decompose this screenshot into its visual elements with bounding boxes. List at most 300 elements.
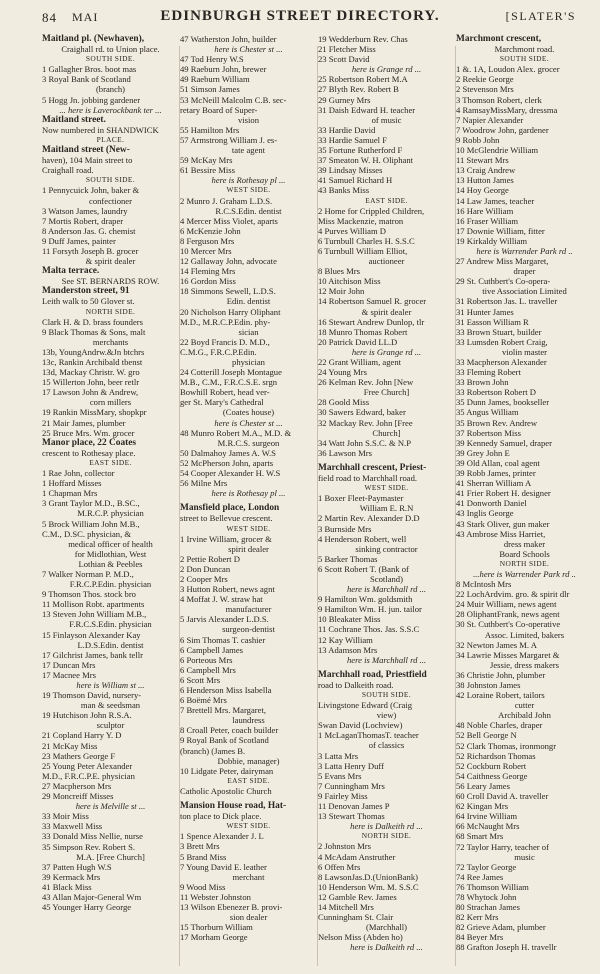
continuation-line: & spirit dealer: [361, 306, 412, 317]
directory-entry: 2 Johnston Mrs: [318, 841, 372, 852]
directory-entry: Craighall road.: [42, 165, 94, 176]
directory-entry: 11 Mollison Robt. apartments: [42, 599, 145, 610]
directory-entry: 12 Moir John: [318, 286, 365, 297]
continuation-line: violin master: [501, 346, 548, 357]
directory-entry: 7 Woodrow John, gardener: [456, 124, 549, 135]
directory-entry: 7 Young David E. leather: [180, 861, 267, 872]
directory-entry: 19 Hutchison John R.S.A.: [42, 710, 132, 721]
side-heading: WEST SIDE.: [226, 185, 271, 195]
directory-entry: 35 Fortune Rutherford F: [318, 145, 403, 156]
directory-entry: 43 Banks Miss: [318, 185, 370, 196]
directory-entry: 36 Lawson Mrs: [318, 447, 372, 458]
directory-entry: 30 St. Cuthbert's Co-operative: [456, 619, 561, 630]
directory-entry: 19 Thomson David, nursery-: [42, 690, 142, 701]
side-heading: NORTH SIDE.: [361, 831, 412, 841]
continuation-line: merchant: [232, 871, 265, 882]
directory-entry: 13b, YoungAndrw.&Jn btchrs: [42, 346, 145, 357]
cross-reference: here is William st ...: [76, 680, 145, 690]
cross-reference: here is Chester st ...: [214, 44, 283, 55]
continuation-line: sinking contractor: [355, 543, 418, 554]
directory-entry: 34 Lawrie Misses Margaret &: [456, 649, 560, 660]
directory-entry: Clark H. & D. brass founders: [42, 316, 143, 327]
publisher-mark: [SLATER'S: [505, 9, 576, 23]
directory-entry: 13 Steven John William M.B.,: [42, 609, 147, 620]
directory-entry: 1 McLaganThomasT. teacher: [318, 730, 419, 741]
directory-entry: M.D., F.R.C.P.E. physician: [42, 770, 135, 781]
directory-entry: 5 Brock William John M.B.,: [42, 518, 140, 529]
directory-entry: 52 McPherson John, aparts: [180, 457, 274, 468]
directory-entry: 78 Whytock John: [456, 891, 517, 902]
directory-entry: 16 Stewart Andrew Dunlop, tlr: [318, 316, 425, 327]
directory-entry: 11 Webster Johnston: [180, 891, 251, 902]
directory-entry: 17 Gilchrist James, bank tellr: [42, 649, 143, 660]
directory-entry: 29 Moncreiff Misses: [42, 791, 114, 802]
directory-entry: 6 Boëmé Mrs: [180, 695, 227, 706]
cross-reference: here is Rothesay pl ...: [211, 488, 286, 499]
directory-entry: M.D., M.R.C.P.Edin. phy-: [180, 316, 271, 327]
directory-entry: 47 Tod Henry W.S: [180, 54, 244, 65]
directory-entry: 39 Kermack Mrs: [42, 871, 101, 882]
directory-entry: 31 Robertson Jas. L. traveller: [456, 296, 558, 307]
continuation-line: M.R.C.P. physician: [77, 508, 144, 519]
continuation-line: corn millers: [89, 397, 132, 408]
directory-entry: 82 Kerr Mrs: [456, 912, 499, 923]
cross-reference: here is Marchhall rd ...: [346, 584, 426, 595]
directory-entry: 29 St. Cuthbert's Co-opera-: [456, 276, 551, 287]
continuation-line: William E. R.N: [359, 503, 414, 514]
directory-entry: 4 Mercer Miss Violet, aparts: [180, 215, 278, 226]
directory-entry: 43 Stark Oliver, gun maker: [456, 518, 550, 529]
continuation-line: auctioneer: [368, 256, 405, 267]
side-heading: WEST SIDE.: [226, 821, 271, 831]
continuation-line: & spirit dealer: [85, 256, 136, 267]
continuation-line: M.A. [Free Church]: [76, 851, 145, 862]
column-3: [318, 34, 455, 969]
directory-entry: 3 Thomson Robert, clerk: [456, 94, 542, 105]
directory-entry: 3 Latta Mrs: [318, 750, 359, 761]
directory-entry: 2 Home for Crippled Children,: [318, 205, 425, 216]
directory-entry: 4 McAdam Anstruther: [318, 851, 396, 862]
directory-entry: 2 Stevenson Mrs: [456, 84, 514, 95]
directory-entry: 37 Patten Hugh W.S: [42, 861, 112, 872]
cross-reference: ... here is Laverockbank ter ...: [59, 104, 162, 115]
directory-entry: Catholic Apostolic Church: [180, 785, 272, 796]
directory-entry: 54 Caithness George: [456, 770, 528, 781]
directory-entry: 14 Hoy George: [456, 185, 509, 196]
continuation-line: Assoc. Limited, bakers: [484, 629, 565, 640]
directory-entry: 72 Taylor George: [456, 861, 517, 872]
continuation-line: manufacturer: [225, 604, 272, 615]
directory-entry: 82 Grieve Adam, plumber: [456, 922, 546, 933]
directory-columns: [42, 34, 597, 969]
directory-entry: 19 Kirkaldy William: [456, 235, 528, 246]
directory-entry: 43 Inglis George: [456, 508, 514, 519]
directory-entry: 76 Thomson William: [456, 881, 529, 892]
directory-entry: 2 Cooper Mrs: [180, 573, 228, 584]
directory-entry: 8 Ferguson Mrs: [180, 235, 235, 246]
cross-reference: here is Grange rd ...: [351, 64, 422, 75]
directory-entry: 1 Rae John, collector: [42, 468, 115, 479]
continuation-line: Lothian & Peebles: [78, 558, 143, 569]
directory-entry: 19 Wedderburn Rev. Chas: [318, 34, 408, 44]
directory-entry: 64 Irvine William: [456, 811, 518, 822]
directory-entry: 17 Macnee Mrs: [42, 669, 96, 680]
cross-reference: here is Rothesay pl ...: [211, 175, 286, 186]
continuation-line: for Midlothian, West: [74, 548, 147, 559]
street-heading: Manderston street, 91: [42, 286, 130, 297]
street-heading: Maitland street (New-: [42, 145, 130, 156]
continuation-line: Scotland): [370, 573, 403, 584]
directory-entry: 2 Reekie George: [456, 74, 514, 85]
directory-entry: 1 Chapman Mrs: [42, 488, 98, 499]
directory-entry: 13 Stewart Thomas: [318, 811, 385, 822]
continuation-line: (branch): [95, 84, 126, 95]
directory-entry: 41 Sherran William A: [456, 478, 532, 489]
continuation-line: (Marchhall): [365, 922, 408, 933]
directory-entry: 8 Croall Peter, coach builder: [180, 725, 279, 736]
directory-entry: 39 Grey John E: [456, 447, 510, 458]
directory-entry: 9 Royal Bank of Scotland: [180, 735, 269, 746]
directory-entry: 33 Maxwell Miss: [42, 821, 103, 832]
directory-entry: 9 Duff James, painter: [42, 235, 116, 246]
cross-reference: here is Grange rd ...: [351, 346, 422, 357]
directory-entry: 22 LochArdvim. gro. & spirit dlr: [456, 589, 570, 600]
directory-entry: 52 Bell George N: [456, 730, 517, 741]
directory-entry: 7 Walker Norman P. M.D.,: [42, 568, 134, 579]
directory-entry: 52 Clark Thomas, ironmongr: [456, 740, 557, 751]
directory-entry: 72 Taylor Harry, teacher of: [456, 841, 549, 852]
directory-entry: 38 Johnston James: [456, 680, 521, 690]
directory-entry: 33 Fleming Robert: [456, 367, 521, 378]
directory-entry: 36 Christie John, plumber: [456, 669, 546, 680]
directory-entry: 51 Simson James: [180, 84, 240, 95]
directory-entry: street to Bellevue crescent.: [180, 513, 273, 524]
directory-entry: 11 Stewart Mrs: [456, 155, 509, 166]
directory-entry: 3 Watson James, laundry: [42, 205, 128, 216]
continuation-line: sculptor: [96, 720, 125, 731]
directory-entry: Leith walk to 50 Glover st.: [42, 296, 135, 307]
directory-entry: 10 Lidgate Peter, dairyman: [180, 765, 274, 776]
directory-entry: 27 Andrew Miss Margaret,: [456, 256, 549, 267]
directory-entry: 5 Evans Mrs: [318, 770, 362, 781]
directory-entry: 4 RamsayMissMary, dressma: [456, 104, 558, 115]
street-heading: Marchmont crescent,: [456, 34, 542, 44]
continuation-line: See ST. BERNARDS ROW.: [61, 276, 160, 287]
directory-entry: 34 Watt John S.S.C. & N.P: [318, 437, 411, 448]
directory-entry: 48 Munro Robert M.A., M.D. &: [180, 427, 292, 438]
directory-entry: 33 Robertson Robert D: [456, 387, 536, 398]
directory-entry: 37 Robertson Miss: [456, 427, 521, 438]
directory-entry: 6 Turnbull William Elliot,: [318, 245, 408, 256]
directory-entry: 2 Don Duncan: [180, 563, 231, 574]
directory-entry: Livingstone Edward (Craig: [318, 700, 413, 711]
side-heading: WEST SIDE.: [364, 483, 409, 493]
directory-entry: 41 Frier Robert H. designer: [456, 488, 551, 499]
directory-entry: 11 Forsyth Joseph B. grocer: [42, 245, 139, 256]
directory-entry: 49 Raeburn William: [180, 74, 250, 85]
page-header: [0, 0, 600, 36]
continuation-line: Marchmont road.: [494, 44, 555, 55]
street-heading: Malta terrace.: [42, 266, 100, 277]
cross-reference: here is Chester st ...: [214, 417, 283, 428]
continuation-line: dress maker: [503, 538, 546, 549]
directory-entry: C.M., D.SC. physician, &: [42, 528, 132, 539]
directory-entry: 52 Cockburn Robert: [456, 760, 527, 771]
directory-entry: 3 Grant Taylor M.D., B.SC.,: [42, 498, 140, 509]
directory-entry: 1 Hoffard Misses: [42, 478, 102, 489]
directory-entry: 84 Beyer Mrs: [456, 932, 504, 943]
directory-entry: 16 Hare William: [456, 205, 514, 216]
directory-entry: 17 Lawson John & Andrew,: [42, 387, 139, 398]
continuation-line: of classics: [368, 740, 405, 751]
directory-entry: 24 Muir William, news agent: [456, 599, 557, 610]
directory-entry: 4 Purves William D: [318, 225, 387, 236]
directory-entry: 8 LawsonJas.D.(UnionBank): [318, 871, 419, 882]
directory-entry: 18 Simmons Sewell, L.D.S.: [180, 286, 276, 297]
directory-entry: 12 Gamble Rev. James: [318, 891, 397, 902]
continuation-line: Edin. dentist: [226, 296, 271, 307]
directory-entry: 9 Fairley Miss: [318, 790, 368, 801]
directory-entry: 7 Napier Alexander: [456, 114, 524, 125]
directory-entry: 33 Hardie Samuel F: [318, 134, 387, 145]
continuation-line: merchants: [92, 336, 129, 347]
directory-entry: 74 Ree James: [456, 871, 504, 882]
street-heading: Maitland street.: [42, 114, 106, 125]
directory-entry: 25 Robertson Robert M.A: [318, 74, 408, 85]
directory-entry: 7 Brettell Mrs. Margaret,: [180, 705, 266, 716]
directory-entry: 1 Gallagher Bros. boot mas: [42, 64, 137, 75]
directory-entry: 9 Thomson Thos. stock bro: [42, 589, 136, 600]
directory-entry: 2 Munro J. Graham L.D.S.: [180, 195, 273, 206]
continuation-line: tive Association Limited: [482, 286, 567, 297]
column-1: [42, 34, 179, 969]
directory-entry: 25 Young Peter Alexander: [42, 760, 133, 771]
directory-entry: 50 Dalmahoy James A. W.S: [180, 447, 276, 458]
directory-entry: 6 Sim Thomas T. cashier: [180, 634, 266, 645]
directory-entry: 3 Brett Mrs: [180, 841, 220, 852]
directory-entry: 33 Lumsden Robert Craig,: [456, 336, 548, 347]
directory-entry: 17 Downie William, fitter: [456, 225, 545, 236]
directory-entry: 9 Hamilton Wm. goldsmith: [318, 594, 413, 605]
directory-entry: field road to Marchhall road.: [318, 473, 418, 484]
continuation-line: confectioner: [89, 195, 132, 206]
directory-entry: Miss Mackenzie, matron: [318, 215, 404, 226]
directory-entry: 13 Wilson Ebenezer B. provi-: [180, 901, 283, 912]
directory-entry: 54 Cooper Alexander H. W.S: [180, 468, 281, 479]
street-heading: Maitland pl. (Newhaven),: [42, 34, 145, 44]
directory-entry: (branch) (James B.: [180, 745, 246, 756]
directory-entry: Swan David (Lochview): [318, 720, 403, 731]
continuation-line: R.C.S.Edin. dentist: [215, 205, 282, 216]
continuation-line: Board Schools: [499, 548, 550, 559]
directory-entry: 21 Copland Harry Y. D: [42, 730, 122, 741]
directory-entry: 1 Pennycuick John, baker &: [42, 185, 140, 196]
directory-entry: 12 Kay William: [318, 634, 373, 645]
directory-entry: 5 Barker Thomas: [318, 553, 378, 564]
directory-entry: 18 Munro Thomas Robert: [318, 326, 408, 337]
directory-entry: Now numbered in SHANDWICK: [42, 124, 159, 135]
directory-entry: 32 Mackay Rev. John [Free: [318, 417, 413, 428]
directory-entry: 15 Finlayson Alexander Kay: [42, 629, 141, 640]
directory-entry: 7 Mortis Robert, draper: [42, 215, 124, 226]
directory-entry: 62 Kingan Mrs: [456, 801, 509, 812]
directory-entry: 1 &. 1A, Loudon Alex. grocer: [456, 64, 560, 75]
directory-entry: 10 Henderson Wm. M. S.S.C: [318, 881, 419, 892]
directory-entry: 23 Mathers George F: [42, 750, 116, 761]
cross-reference: here is Dalkeith rd ...: [350, 821, 423, 832]
directory-entry: 60 Croll David A. traveller: [456, 791, 549, 802]
side-heading: PLACE.: [96, 134, 125, 144]
directory-entry: 6 Campbell James: [180, 644, 244, 655]
directory-entry: Cunningham St. Clair: [318, 912, 394, 923]
directory-entry: 28 Goold Miss: [318, 397, 370, 408]
directory-entry: 49 Raeburn John, brewer: [180, 64, 267, 75]
directory-entry: 35 Dunn James, bookseller: [456, 397, 550, 408]
directory-entry: 66 McNaught Mrs: [456, 821, 520, 832]
directory-entry: 35 Brown Rev. Andrew: [456, 417, 538, 428]
directory-entry: 31 Daish Edward H. teacher: [318, 104, 416, 115]
directory-entry: 47 Watherston John, builder: [180, 34, 277, 44]
directory-entry: 15 Thorburn William: [180, 922, 253, 933]
directory-entry: 43 Allan Major-General Wm: [42, 891, 142, 902]
continuation-line: physician: [232, 357, 265, 367]
directory-entry: 55 Hamilton Mrs: [180, 124, 240, 135]
directory-entry: 56 Leary James: [456, 780, 510, 791]
side-heading: SOUTH SIDE.: [361, 690, 412, 699]
continuation-line: vision: [237, 114, 259, 125]
directory-entry: 8 Blues Mrs: [318, 266, 361, 277]
directory-entry: 21 Mair James, plumber: [42, 417, 126, 428]
directory-entry: 22 Boyd Francis D. M.D.,: [180, 336, 270, 347]
directory-entry: 24 Cotterill Joseph Montague: [180, 367, 282, 378]
continuation-line: draper: [513, 266, 536, 277]
directory-entry: 61 Bessire Miss: [180, 165, 235, 176]
cross-reference: here is Dalkeith rd ...: [350, 942, 423, 953]
directory-entry: 13 Craig Andrew: [456, 165, 516, 176]
directory-entry: 14 Law James, teacher: [456, 195, 535, 206]
directory-entry: 16 Gordon Miss: [180, 276, 236, 287]
directory-entry: 6 Scott Mrs: [180, 674, 221, 685]
directory-entry: 9 Black Thomas & Sons, malt: [42, 326, 146, 337]
directory-entry: 27 Macpherson Mrs: [42, 780, 112, 791]
directory-entry: 8 Anderson Jas. G. chemist: [42, 225, 136, 236]
directory-entry: 39 Old Allan, coal agent: [456, 457, 540, 468]
directory-entry: 41 Donworth Daniel: [456, 498, 527, 509]
directory-entry: 5 Jarvis Alexander L.D.S.: [180, 614, 269, 625]
continuation-line: medical officer of health: [68, 538, 153, 549]
directory-entry: 2 Pettie Robert D: [180, 553, 240, 564]
continuation-line: sician: [238, 326, 259, 337]
directory-entry: 24 Young Mrs: [318, 367, 367, 378]
directory-entry: 21 McKay Miss: [42, 740, 98, 751]
directory-entry: 33 Brown John: [456, 377, 509, 388]
side-heading: EAST SIDE.: [89, 457, 132, 467]
directory-entry: Nelson Miss (Abden ho): [318, 932, 403, 943]
continuation-line: laundress: [232, 715, 265, 726]
directory-entry: 6 Porteous Mrs: [180, 654, 233, 665]
cross-reference: here is Melville st ...: [75, 801, 146, 812]
directory-entry: 10 Mercer Mrs: [180, 245, 232, 256]
directory-entry: 5 Brand Miss: [180, 851, 227, 862]
column-2: [180, 34, 317, 969]
continuation-line: music: [514, 851, 535, 862]
continuation-line: Church]: [372, 427, 401, 438]
continuation-line: view): [376, 710, 397, 721]
directory-entry: 30 Sawers Edward, baker: [318, 407, 406, 418]
directory-entry: 33 Brown Stuart, builder: [456, 326, 542, 337]
street-heading: Marchhall road, Priestfield: [318, 669, 427, 680]
directory-entry: road to Dalkeith road.: [318, 679, 394, 690]
directory-entry: ton place to Dick place.: [180, 811, 262, 822]
directory-entry: 20 Nicholson Harry Oliphant: [180, 306, 281, 317]
directory-entry: 29 Gurney Mrs: [318, 94, 371, 105]
column-4: [456, 34, 593, 969]
directory-entry: 3 Hutton Robert, news agnt: [180, 584, 275, 595]
street-heading: Mansion House road, Hat-: [180, 801, 287, 812]
directory-entry: 39 Robb James, printer: [456, 468, 536, 479]
directory-entry: 26 Kelman Rev. John [New: [318, 377, 414, 388]
directory-entry: 57 Armstrong William J. es-: [180, 134, 278, 145]
directory-entry: 48 Noble Charles, draper: [456, 720, 543, 731]
directory-entry: 3 Royal Bank of Scotland: [42, 74, 131, 85]
directory-entry: 13 Hutton James: [456, 175, 514, 186]
side-heading: SOUTH SIDE.: [85, 54, 136, 64]
street-heading: Marchhall crescent, Priest-: [318, 462, 427, 473]
directory-entry: 59 McKay Mrs: [180, 155, 233, 166]
directory-entry: 32 Newton James M. A: [456, 639, 537, 650]
page-mark: MAI: [72, 10, 99, 24]
directory-entry: 21 Fletcher Miss: [318, 44, 376, 55]
continuation-line: Archibald John: [498, 710, 551, 721]
directory-entry: 9 Wood Miss: [180, 881, 226, 892]
directory-entry: 10 Aitchison Miss: [318, 276, 381, 287]
directory-entry: 33 Moir Miss: [42, 811, 89, 822]
directory-entry: 9 Robb John: [456, 134, 500, 145]
directory-entry: 11 Denovan James P: [318, 801, 390, 812]
directory-entry: 23 Scott David: [318, 54, 370, 65]
directory-entry: 52 Richardson Thomas: [456, 750, 536, 761]
directory-entry: 1 Boxer Fleet-Paymaster: [318, 493, 404, 504]
directory-entry: 19 Rankin MissMary, shopkpr: [42, 407, 147, 418]
street-heading: Mansfield place, London: [180, 503, 280, 514]
directory-entry: 10 McGlendrie William: [456, 145, 539, 156]
directory-entry: 80 Strachan James: [456, 902, 520, 913]
continuation-line: surgeon-dentist: [222, 624, 275, 635]
side-heading: NORTH SIDE.: [85, 306, 136, 316]
directory-entry: ger St. Mary's Cathedral: [180, 397, 264, 408]
continuation-line: spirit dealer: [228, 543, 269, 554]
directory-entry: 39 Lindsay Misses: [318, 165, 383, 176]
directory-entry: 13 Adamson Mrs: [318, 644, 378, 655]
page-title: EDINBURGH STREET DIRECTORY.: [160, 8, 440, 24]
continuation-line: cutter: [514, 700, 535, 711]
directory-entry: 22 Grant William, agent: [318, 357, 402, 367]
continuation-line: of music: [371, 114, 402, 125]
continuation-line: Dobbie, manager): [217, 755, 280, 766]
directory-entry: 56 Milne Mrs: [180, 478, 228, 489]
directory-entry: 8 McIntosh Mrs: [456, 579, 512, 590]
directory-entry: 31 Easson William R: [456, 316, 529, 327]
directory-entry: C.M.G., F.R.C.P.Edin.: [180, 346, 257, 357]
side-heading: EAST SIDE.: [365, 195, 408, 205]
directory-entry: 5 Hogg Jn. jobbing gardener: [42, 94, 141, 105]
directory-entry: 13d, Mackay Christr. W. gro: [42, 367, 140, 378]
directory-entry: 14 Fleming Mrs: [180, 266, 236, 277]
directory-entry: 6 Turnbull Charles H. S.S.C: [318, 235, 415, 246]
directory-entry: 13c, Rankin Archibald tbenst: [42, 357, 143, 367]
directory-entry: 3 Latta Henry Duff: [318, 760, 384, 771]
directory-entry: 88 Grafton Joseph H. travellr: [456, 942, 557, 953]
